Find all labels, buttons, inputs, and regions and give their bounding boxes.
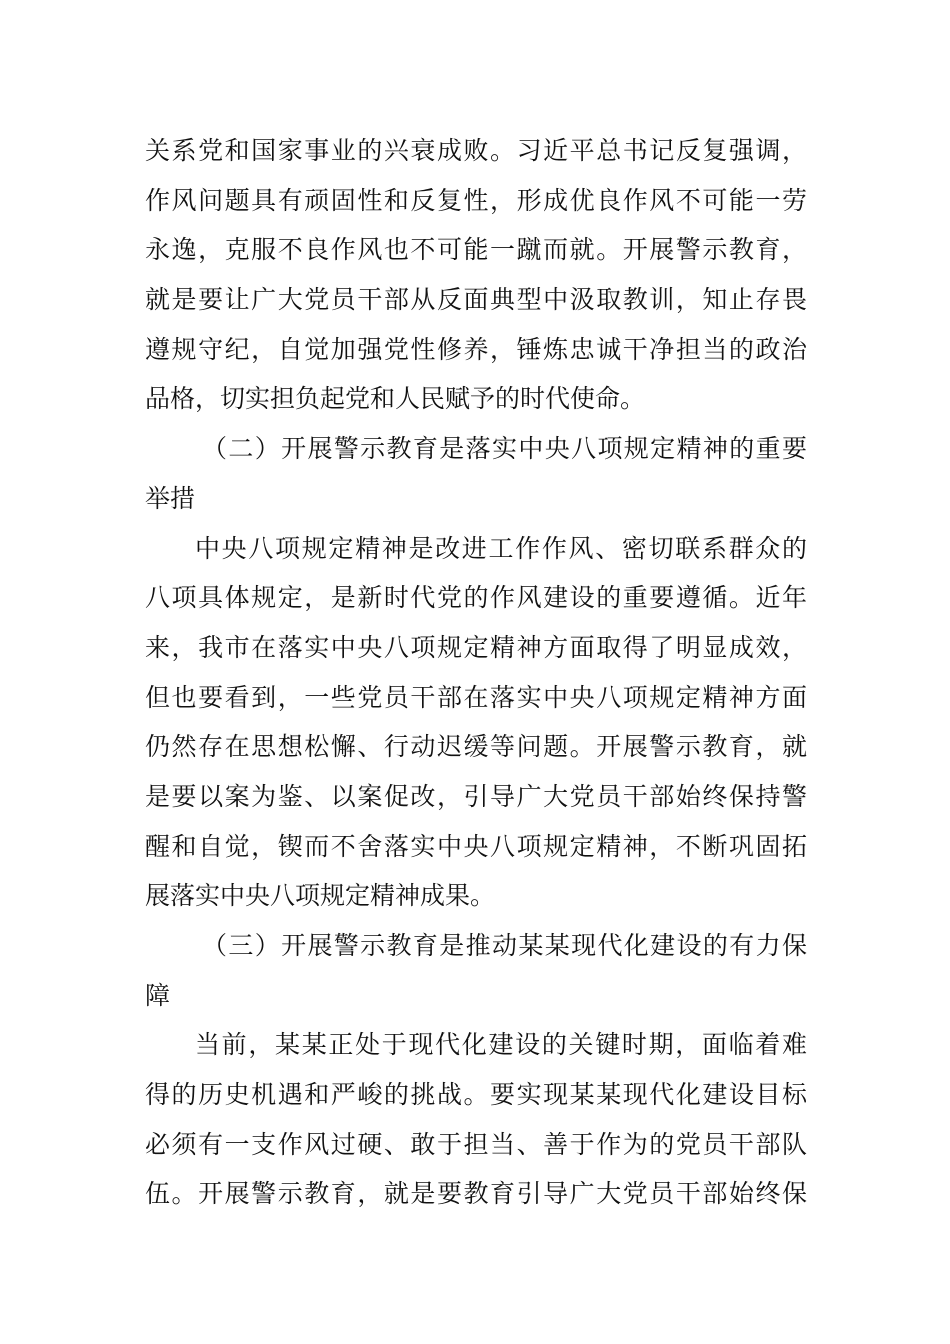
text-line: 但也要看到，一些党员干部在落实中央八项规定精神方面	[145, 682, 807, 712]
text-line: 展落实中央八项规定精神成果。	[145, 881, 496, 911]
section-heading-3: （三）开展警示教育是推动某某现代化建设的有力保	[202, 931, 807, 960]
paragraph-start: 当前，某某正处于现代化建设的关键时期，面临着难	[195, 1030, 807, 1060]
text-line: 伍。开展警示教育，就是要教育引导广大党员干部始终保	[145, 1179, 807, 1209]
text-line: 是要以案为鉴、以案促改，引导广大党员干部始终保持警	[145, 781, 807, 811]
text-line: 醒和自觉，锲而不舍落实中央八项规定精神，不断巩固拓	[145, 831, 807, 861]
text-line: 来，我市在落实中央八项规定精神方面取得了明显成效，	[145, 632, 807, 662]
text-line: 关系党和国家事业的兴衰成败。习近平总书记反复强调，	[145, 136, 807, 165]
text-line: 必须有一支作风过硬、敢于担当、善于作为的党员干部队	[145, 1129, 807, 1159]
section-heading-2-cont: 举措	[145, 483, 196, 513]
text-line: 品格，切实担负起党和人民赋予的时代使命。	[145, 384, 646, 414]
paragraph-start: 中央八项规定精神是改进工作作风、密切联系群众的	[195, 533, 807, 563]
section-heading-3-cont: 障	[145, 980, 171, 1010]
text-line: 仍然存在思想松懈、行动迟缓等问题。开展警示教育，就	[145, 732, 807, 762]
text-line: 就是要让广大党员干部从反面典型中汲取教训，知止存畏	[145, 285, 807, 315]
body-text	[145, 126, 807, 1219]
text-line: 永逸，克服不良作风也不可能一蹴而就。开展警示教育，	[145, 235, 807, 265]
text-line: 得的历史机遇和严峻的挑战。要实现某某现代化建设目标	[145, 1080, 807, 1110]
text-line: 遵规守纪，自觉加强党性修养，锤炼忠诚干净担当的政治	[145, 334, 807, 364]
text-line: 作风问题具有顽固性和反复性，形成优良作风不可能一劳	[145, 185, 807, 215]
text-line: 八项具体规定，是新时代党的作风建设的重要遵循。近年	[145, 583, 807, 613]
section-heading-2: （二）开展警示教育是落实中央八项规定精神的重要	[202, 434, 807, 464]
